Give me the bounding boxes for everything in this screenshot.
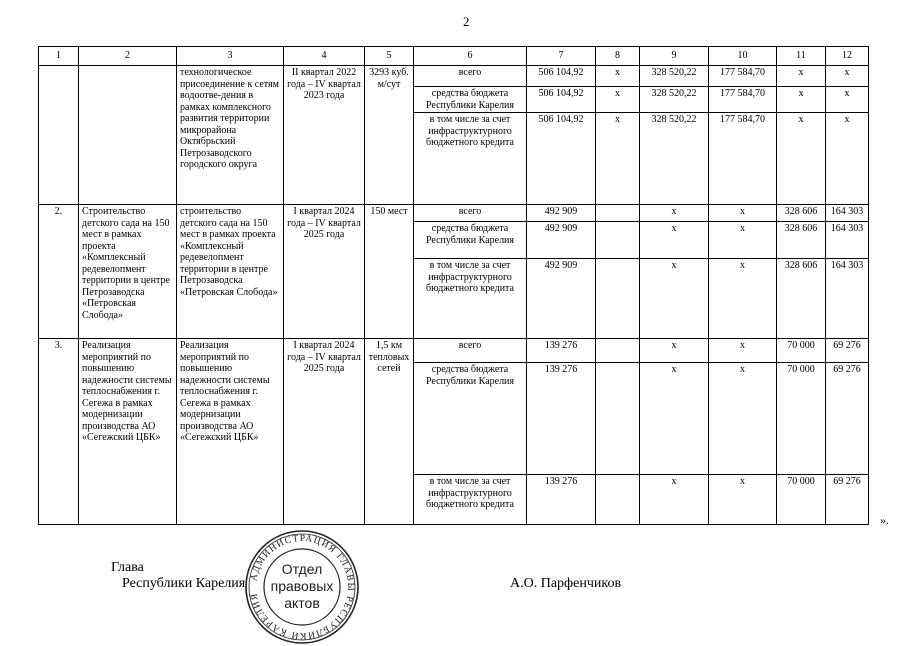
object-name: Реализация мероприятий по повышению надежности системы теплоснабжения г. Сегежа в рамках модернизации производства АО «Сегежский ЦБК»	[79, 339, 177, 525]
cell-value: 69 276	[826, 339, 869, 363]
cell-value: х	[596, 113, 640, 205]
stamp-ring-text: АДМИНИСТРАЦИЯ ГЛАВЫ РЕСПУБЛИКИ КАРЕЛИЯ	[249, 533, 356, 641]
cell-value: х	[826, 66, 869, 87]
cell-value: х	[709, 363, 777, 475]
cell-value: х	[640, 222, 709, 259]
col-header: 6	[414, 47, 527, 66]
cell-value: х	[709, 339, 777, 363]
budget-table	[38, 46, 869, 525]
official-stamp	[243, 528, 361, 646]
stamp-center-line3: актов	[284, 595, 320, 611]
capacity: 150 мест	[365, 205, 414, 339]
funding-source: всего	[414, 66, 527, 87]
cell-value	[596, 475, 640, 525]
col-header: 7	[527, 47, 596, 66]
cell-value: 328 520,22	[640, 87, 709, 113]
col-header: 11	[777, 47, 826, 66]
cell-value: 69 276	[826, 363, 869, 475]
capacity: 3293 куб. м/сут	[365, 66, 414, 205]
cell-value: х	[777, 66, 826, 87]
implementation-period: I квартал 2024 года – IV квартал 2025 года	[284, 339, 365, 525]
cell-value: х	[709, 205, 777, 222]
implementation-period: I квартал 2024 года – IV квартал 2025 года	[284, 205, 365, 339]
cell-value: 328 606	[777, 222, 826, 259]
cell-value: 506 104,92	[527, 87, 596, 113]
column-number-row	[39, 47, 869, 66]
funding-source: в том числе за счет инфраструктурного бюджетного кредита	[414, 113, 527, 205]
cell-value: х	[596, 87, 640, 113]
table-row	[39, 205, 869, 222]
cell-value: х	[826, 87, 869, 113]
cell-value: 70 000	[777, 363, 826, 475]
cell-value: х	[640, 363, 709, 475]
cell-value	[596, 205, 640, 222]
cell-value: х	[640, 205, 709, 222]
closing-quote-mark: ».	[880, 513, 889, 527]
object-name	[79, 66, 177, 205]
funding-source: всего	[414, 339, 527, 363]
capacity: 1,5 км тепловых сетей	[365, 339, 414, 525]
cell-value: 492 909	[527, 259, 596, 339]
col-header: 2	[79, 47, 177, 66]
table-row	[39, 339, 869, 363]
col-header: 8	[596, 47, 640, 66]
cell-value: х	[777, 113, 826, 205]
cell-value: х	[640, 475, 709, 525]
cell-value: х	[640, 339, 709, 363]
cell-value: 164 303	[826, 222, 869, 259]
col-header: 3	[177, 47, 284, 66]
object-name: Строительство детского сада на 150 мест в рамках проекта «Комплексный редевелопмент территории в центре Петрозаводска «Петровская Слобода»	[79, 205, 177, 339]
signature-title-line2: Республики Карелия	[122, 576, 246, 591]
cell-value: 177 584,70	[709, 66, 777, 87]
cell-value: 70 000	[777, 339, 826, 363]
table-row	[39, 66, 869, 87]
cell-value: 177 584,70	[709, 87, 777, 113]
object-purpose: строительство детского сада на 150 мест в рамках проекта «Комплексный редевелопмент территории в центре Петрозаводска «Петровская Слобода»	[177, 205, 284, 339]
cell-value: 328 520,22	[640, 66, 709, 87]
cell-value: 139 276	[527, 475, 596, 525]
cell-value: 177 584,70	[709, 113, 777, 205]
cell-value: 139 276	[527, 339, 596, 363]
cell-value: 139 276	[527, 363, 596, 475]
funding-source: всего	[414, 205, 527, 222]
row-number: 3.	[39, 339, 79, 525]
cell-value: х	[709, 475, 777, 525]
cell-value: х	[709, 259, 777, 339]
cell-value: 164 303	[826, 205, 869, 222]
row-number	[39, 66, 79, 205]
cell-value	[596, 259, 640, 339]
col-header: 12	[826, 47, 869, 66]
cell-value: 328 606	[777, 259, 826, 339]
cell-value: 164 303	[826, 259, 869, 339]
row-number: 2.	[39, 205, 79, 339]
col-header: 10	[709, 47, 777, 66]
cell-value: 506 104,92	[527, 66, 596, 87]
cell-value: 70 000	[777, 475, 826, 525]
cell-value: х	[826, 113, 869, 205]
col-header: 5	[365, 47, 414, 66]
cell-value: 328 520,22	[640, 113, 709, 205]
cell-value: х	[709, 222, 777, 259]
col-header: 4	[284, 47, 365, 66]
cell-value	[596, 222, 640, 259]
cell-value	[596, 339, 640, 363]
cell-value: х	[596, 66, 640, 87]
funding-source: в том числе за счет инфраструктурного бюджетного кредита	[414, 475, 527, 525]
funding-source: в том числе за счет инфраструктурного бюджетного кредита	[414, 259, 527, 339]
cell-value: 492 909	[527, 205, 596, 222]
col-header: 1	[39, 47, 79, 66]
funding-source: средства бюджета Республики Карелия	[414, 222, 527, 259]
cell-value: х	[777, 87, 826, 113]
cell-value: 328 606	[777, 205, 826, 222]
cell-value: х	[640, 259, 709, 339]
funding-source: средства бюджета Республики Карелия	[414, 363, 527, 475]
signature-title-line1: Глава	[111, 560, 144, 575]
cell-value: 506 104,92	[527, 113, 596, 205]
funding-source: средства бюджета Республики Карелия	[414, 87, 527, 113]
cell-value: 69 276	[826, 475, 869, 525]
stamp-center-line2: правовых	[270, 578, 334, 594]
implementation-period: II квартал 2022 года – IV квартал 2023 года	[284, 66, 365, 205]
col-header: 9	[640, 47, 709, 66]
cell-value	[596, 363, 640, 475]
signatory-name: А.О. Парфенчиков	[510, 576, 622, 591]
page-number: 2	[463, 14, 470, 29]
object-purpose: технологическое присоединение к сетям водоотве-дения в рамках комплексного развития территории микрорайона Октябрьский Петрозаводского городского округа	[177, 66, 284, 205]
object-purpose: Реализация мероприятий по повышению надежности системы теплоснабжения г. Сегежа в рамках модернизации производства АО «Сегежский ЦБК»	[177, 339, 284, 525]
cell-value: 492 909	[527, 222, 596, 259]
stamp-center-line1: Отдел	[281, 561, 323, 577]
